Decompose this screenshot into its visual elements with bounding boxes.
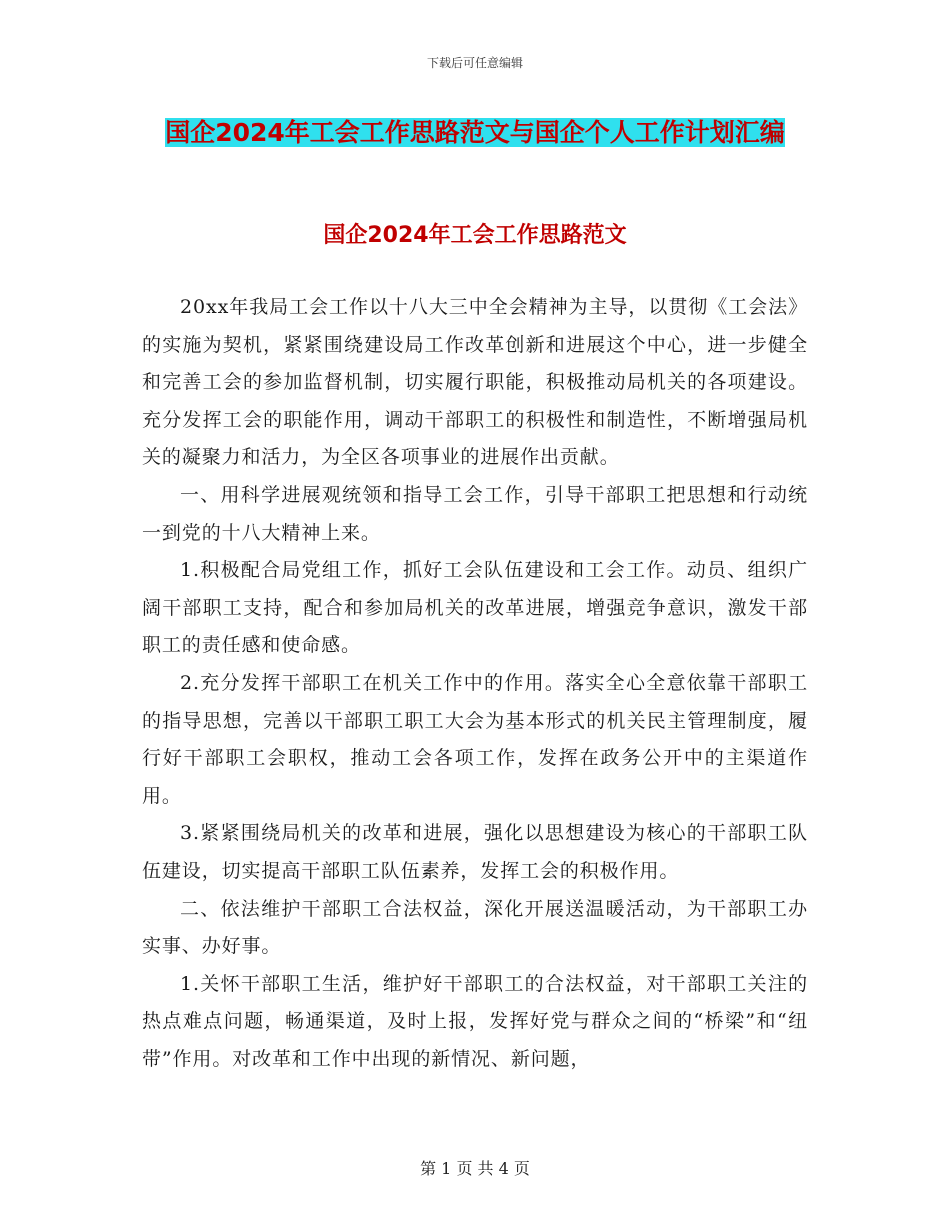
paragraph: 3.紧紧围绕局机关的改革和进展，强化以思想建设为核心的干部职工队伍建设，切实提高干部职工队伍素养，发挥工会的积极作用。 — [142, 822, 808, 882]
paragraph: 20xx年我局工会工作以十八大三中全会精神为主导，以贯彻《工会法》的实施为契机，紧紧围绕建设局工作改革创新和进展这个中心，进一步健全和完善工会的参加监督机制，切实履行职能，积极推动局机关的各项建设。充分发挥工会的职能作用，调动干部职工的积极性和制造性，不断增强局机关的凝聚力和活力，为全区各项事业的进展作出贡献。 — [142, 296, 808, 469]
document-body — [142, 289, 808, 1078]
page-footer: 第 1 页 共 4 页 — [420, 1159, 530, 1178]
paragraph: 1.积极配合局党组工作，抓好工会队伍建设和工会工作。动员、组织广阔干部职工支持，配合和参加局机关的改革进展，增强竞争意识，激发干部职工的责任感和使命感。 — [142, 559, 808, 657]
paragraph: 1.关怀干部职工生活，维护好干部职工的合法权益，对干部职工关注的热点难点问题，畅通渠道，及时上报，发挥好党与群众之间的“桥梁”和“纽带”作用。对改革和工作中出现的新情况、新问题， — [142, 972, 808, 1070]
paragraph: 一、用科学进展观统领和指导工会工作，引导干部职工把思想和行动统一到党的十八大精神上来。 — [142, 483, 808, 544]
document-title — [140, 110, 810, 156]
paragraph: 2.充分发挥干部职工在机关工作中的作用。落实全心全意依靠干部职工的指导思想，完善以干部职工职工大会为基本形式的机关民主管理制度，履行好干部职工会职权，推动工会各项工作，发挥在政务公开中的主渠道作用。 — [142, 671, 808, 807]
header-note: 下载后可任意编辑 — [426, 56, 523, 70]
document-title-text: 国企2024年工会工作思路范文与国企个人工作计划汇编 — [165, 118, 785, 147]
section-title: 国企2024年工会工作思路范文 — [323, 223, 627, 248]
paragraph: 二、依法维护干部职工合法权益，深化开展送温暖活动，为干部职工办实事、办好事。 — [142, 897, 808, 958]
